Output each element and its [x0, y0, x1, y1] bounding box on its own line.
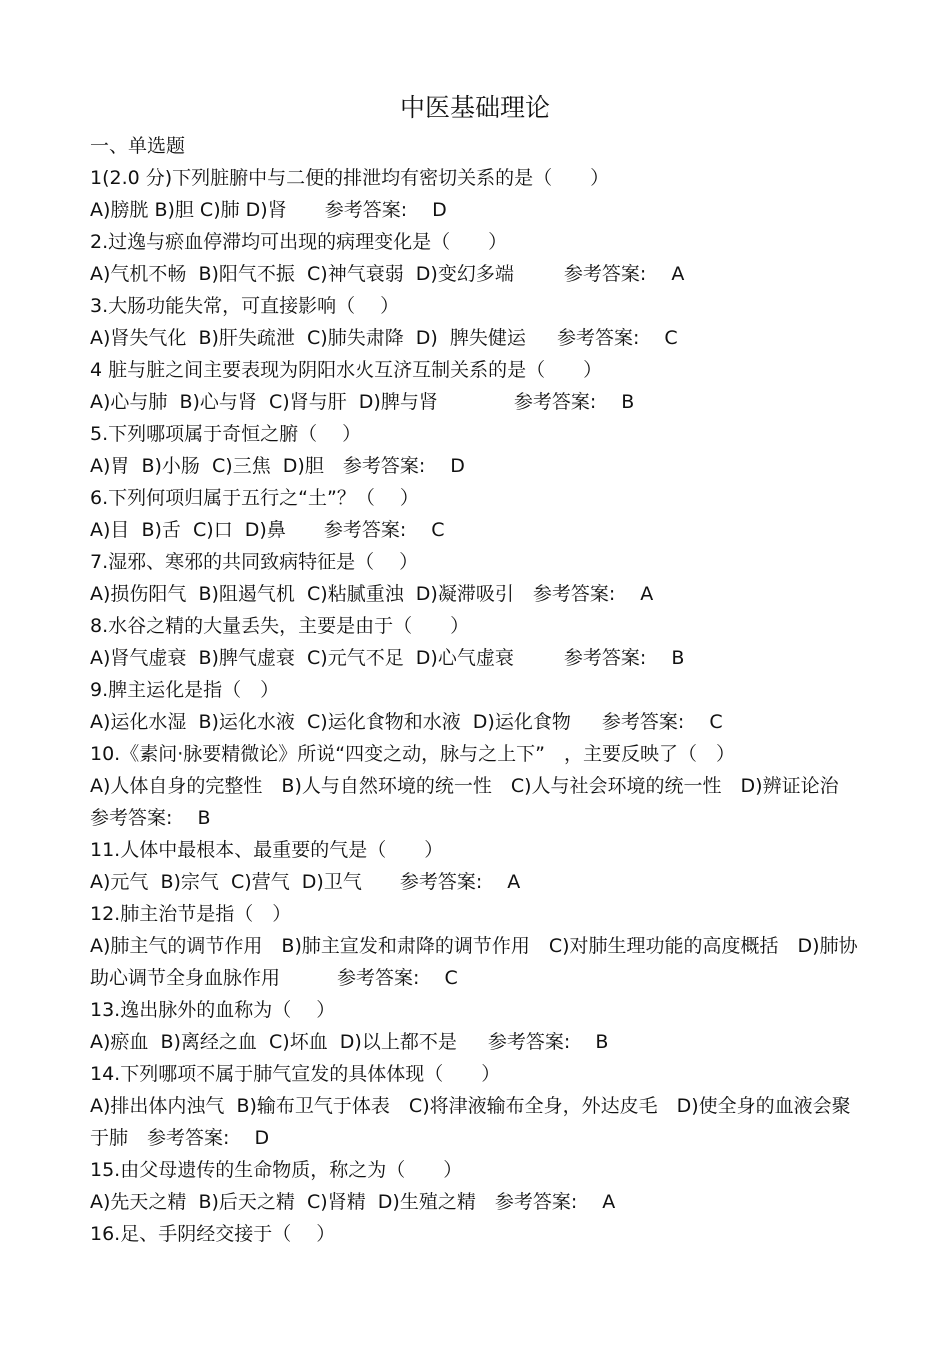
- answer-3: A)肾失气化 B)肝失疏泄 C)肺失肃降 D) 脾失健运 参考答案: C: [90, 327, 678, 349]
- answer-8: A)肾气虚衰 B)脾气虚衰 C)元气不足 D)心气虚衰 参考答案: B: [90, 647, 685, 669]
- answer-7: A)损伤阳气 B)阻遏气机 C)粘腻重浊 D)凝滞吸引 参考答案: A: [90, 583, 654, 605]
- answer-1: A)膀胱 B)胆 C)肺 D)肾 参考答案: D: [90, 199, 447, 221]
- question-15: 15.由父母遗传的生命物质，称之为（ ）: [90, 1159, 463, 1181]
- answer-12: A)肺主气的调节作用 B)肺主宣发和肃降的调节作用 C)对肺生理功能的高度概括 D)肺协助心调节全身血脉作用 参考答案: C: [90, 935, 858, 989]
- question-7: 7.湿邪、寒邪的共同致病特征是（ ）: [90, 551, 419, 573]
- question-13: 13.逸出脉外的血称为（ ）: [90, 999, 336, 1021]
- answer-15: A)先天之精 B)后天之精 C)肾精 D)生殖之精 参考答案: A: [90, 1191, 616, 1213]
- question-2: 2.过逸与瘀血停滞均可出现的病理变化是（ ）: [90, 231, 508, 253]
- answer-9: A)运化水湿 B)运化水液 C)运化食物和水液 D)运化食物 参考答案: C: [90, 711, 723, 733]
- question-9: 9.脾主运化是指（ ）: [90, 679, 280, 701]
- answer-13: A)瘀血 B)离经之血 C)坏血 D)以上都不是 参考答案: B: [90, 1031, 609, 1053]
- question-14: 14.下列哪项不属于肺气宣发的具体体现（ ）: [90, 1063, 501, 1085]
- question-10: 10.《素问·脉要精微论》所说“四变之动，脉与之上下” ，主要反映了（ ）: [90, 743, 735, 765]
- answer-14: A)排出体内浊气 B)输布卫气于体表 C)将津液输布全身，外达皮毛 D)使全身的血液会聚于肺 参考答案: D: [90, 1095, 851, 1149]
- document-page: [90, 88, 877, 1250]
- page-title: 中医基础理论: [399, 93, 550, 122]
- question-5: 5.下列哪项属于奇恒之腑（ ）: [90, 423, 362, 445]
- question-12: 12.肺主治节是指（ ）: [90, 903, 292, 925]
- question-4: 4 脏与脏之间主要表现为阴阳水火互济互制关系的是（ ）: [90, 359, 603, 381]
- answer-6: A)目 B)舌 C)口 D)鼻 参考答案: C: [90, 519, 445, 541]
- question-16: 16.足、手阴经交接于（ ）: [90, 1223, 336, 1245]
- answer-10: A)人体自身的完整性 B)人与自然环境的统一性 C)人与社会环境的统一性 D)辨证论治 参考答案: B: [90, 775, 877, 829]
- question-1: 1(2.0 分)下列脏腑中与二便的排泄均有密切关系的是（ ）: [90, 167, 610, 189]
- answer-5: A)胃 B)小肠 C)三焦 D)胆 参考答案: D: [90, 455, 465, 477]
- question-8: 8.水谷之精的大量丢失，主要是由于（ ）: [90, 615, 470, 637]
- question-3: 3.大肠功能失常，可直接影响（ ）: [90, 295, 400, 317]
- answer-11: A)元气 B)宗气 C)营气 D)卫气 参考答案: A: [90, 871, 521, 893]
- section-heading: 一、单选题: [90, 135, 186, 157]
- answer-4: A)心与肺 B)心与肾 C)肾与肝 D)脾与肾 参考答案: B: [90, 391, 635, 413]
- question-11: 11.人体中最根本、最重要的气是（ ）: [90, 839, 444, 861]
- question-6: 6.下列何项归属于五行之“土”？（ ）: [90, 487, 419, 509]
- answer-2: A)气机不畅 B)阳气不振 C)神气衰弱 D)变幻多端 参考答案: A: [90, 263, 685, 285]
